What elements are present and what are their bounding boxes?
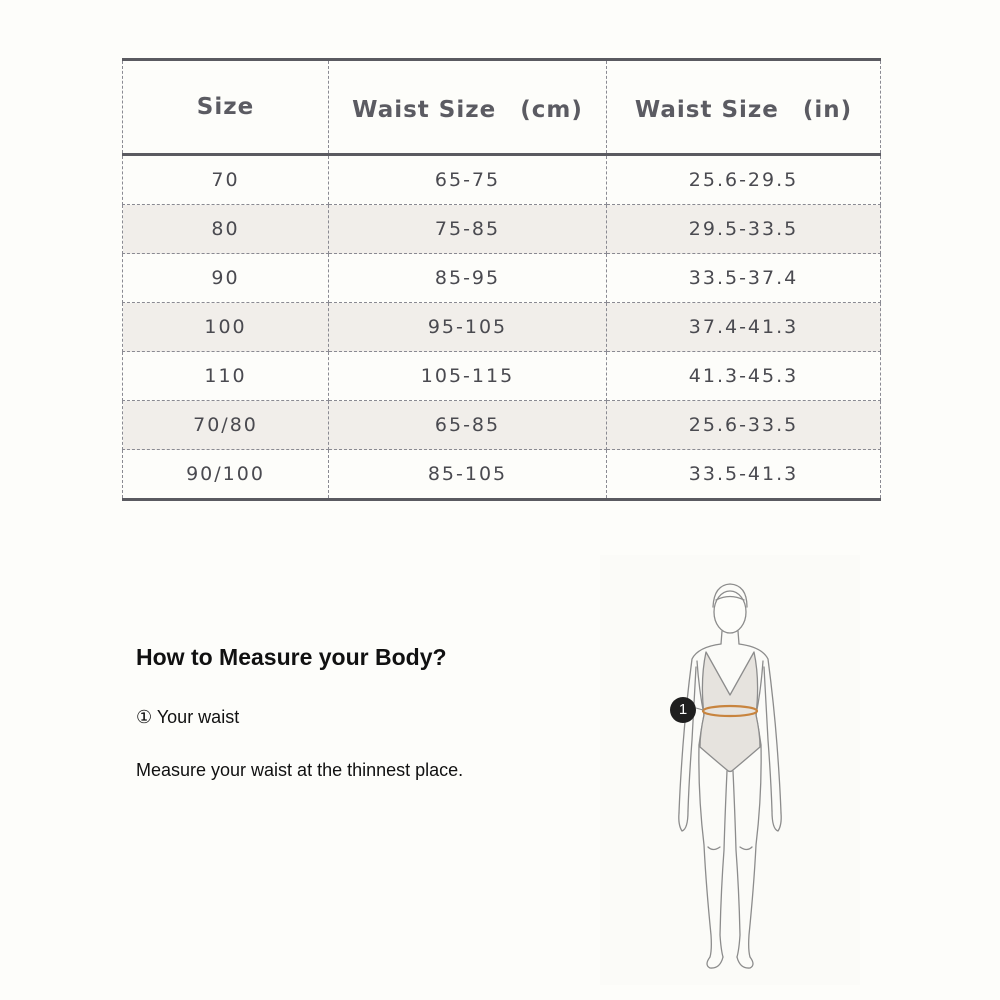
cell-waist-in: 41.3-45.3 (607, 352, 881, 401)
cell-waist-cm: 85-105 (329, 450, 607, 500)
header-size: Size (123, 60, 329, 155)
cell-size: 70 (123, 155, 329, 205)
table-row (123, 401, 881, 450)
cell-waist-in: 33.5-37.4 (607, 254, 881, 303)
table-row (123, 352, 881, 401)
table-row (123, 205, 881, 254)
cell-size: 110 (123, 352, 329, 401)
cell-waist-cm: 105-115 (329, 352, 607, 401)
cell-waist-cm: 85-95 (329, 254, 607, 303)
table-row (123, 155, 881, 205)
table-header-row (123, 60, 881, 155)
cell-size: 90/100 (123, 450, 329, 500)
cell-size: 70/80 (123, 401, 329, 450)
cell-size: 80 (123, 205, 329, 254)
cell-waist-in: 25.6-33.5 (607, 401, 881, 450)
cell-waist-in: 37.4-41.3 (607, 303, 881, 352)
cell-waist-cm: 75-85 (329, 205, 607, 254)
header-waist-in: Waist Size (in) (607, 60, 881, 155)
body-outline-icon (600, 555, 860, 985)
cell-waist-cm: 65-85 (329, 401, 607, 450)
step-waist-label: ① Your waist (136, 707, 240, 727)
cell-waist-in: 25.6-29.5 (607, 155, 881, 205)
waist-marker-badge: 1 (670, 697, 696, 723)
cell-size: 100 (123, 303, 329, 352)
measure-guide-title: How to Measure your Body? (136, 644, 447, 670)
body-figure-panel (600, 555, 860, 985)
table-row (123, 450, 881, 500)
size-chart-table (122, 58, 881, 501)
table-row (123, 254, 881, 303)
cell-waist-cm: 95-105 (329, 303, 607, 352)
step-waist-description: Measure your waist at the thinnest place. (136, 760, 464, 780)
cell-size: 90 (123, 254, 329, 303)
table-row (123, 303, 881, 352)
cell-waist-in: 33.5-41.3 (607, 450, 881, 500)
header-waist-cm: Waist Size (cm) (329, 60, 607, 155)
cell-waist-cm: 65-75 (329, 155, 607, 205)
cell-waist-in: 29.5-33.5 (607, 205, 881, 254)
